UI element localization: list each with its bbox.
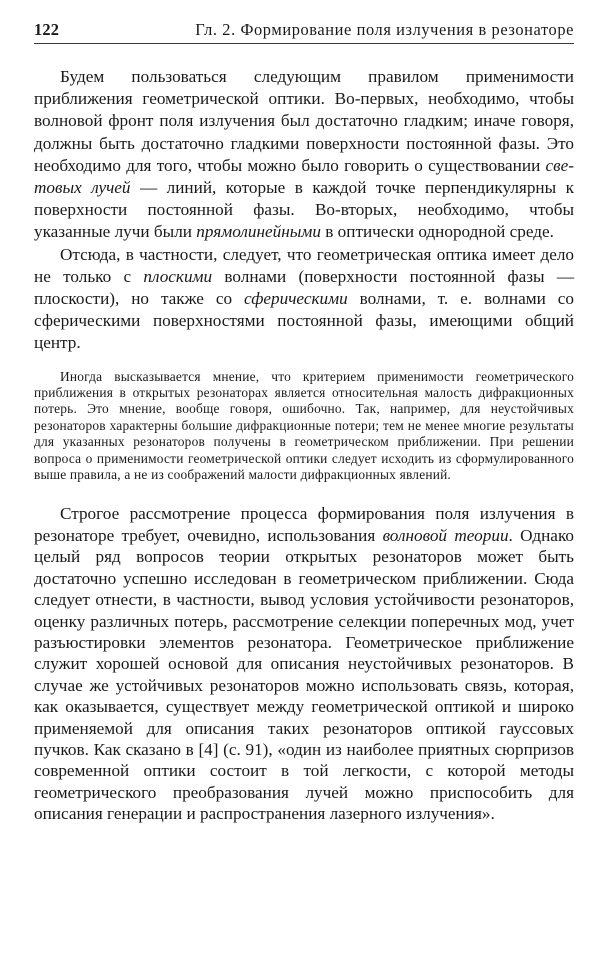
- paragraph-plane-spherical-waves: [34, 244, 574, 355]
- small-print-note: [34, 369, 574, 484]
- page-number: 122: [34, 20, 60, 39]
- italic-term: сферическими: [244, 289, 348, 309]
- running-header: [34, 20, 574, 44]
- paragraph-text: Будем пользоваться следующим правилом применимости приближения геометрической оптики. Во-первых, необходимо, чтобы волновой фронт поля излучения был достаточно гладким; иначе говоря, должны быть достаточно гладкими поверхности постоянной фазы. Это необходимо для того, чтобы можно было говорить о существовании: [34, 67, 574, 175]
- italic-term: плоскими: [143, 266, 213, 286]
- paragraph-text: волнами (поверхности постоянной фазы — плоскости), но также со: [34, 266, 575, 309]
- paragraph-text: Строгое рассмотрение процесса формирования поля излучения в резонаторе требует, очевидно, использования: [34, 504, 574, 545]
- paragraph-geometric-optics-rule: [34, 66, 574, 244]
- paragraph-wave-theory: [34, 503, 574, 824]
- paragraph-text: Отсюда, в частности, следует, что геометрическая оптика имеет дело не только с: [34, 244, 574, 286]
- paragraph-text: . Однако целый ряд вопросов теории открытых резонаторов может быть достаточно успешно исследован в геометрическом приближении. Сюда следует отнести, в частности, вывод условия устойчивости резонаторов, оценку различных потерь, рассмотрение селекции поперечных мод, учет разъюстировки элементов резонатора. Геометрическое приближение служит хорошей основой для описания неустойчивых резонаторов. В случае же устойчивых резонаторов можно использовать связь, которая, как оказывается, существует между геометрической оптикой и широко применяемой для описания таких резонаторов оптикой гауссовых пучков. Как сказано в [4] (с. 91), «один из наиболее приятных сюрпризов современной оптики состоит в той легкости, с которой методы геометрического преобразования лучей можно приспособить для описания генерации и распространения лазерного излучения».: [34, 525, 575, 824]
- italic-term: световых лучей: [34, 155, 574, 198]
- main-text: [34, 66, 574, 355]
- main-text-continued: [34, 503, 574, 824]
- paragraph-text: — линий, которые в каждой точке перпендикулярны к поверхности постоянной фазы. Во-вторых, необходимо, чтобы указанные лучи были: [34, 178, 574, 242]
- italic-term: волновой теории: [382, 525, 509, 545]
- paragraph-text: волнами, т. е. волнами со сферическими поверхностями постоянной фазы, имеющими общий центр.: [34, 289, 574, 353]
- paragraph-text: в оптически однородной среде.: [320, 222, 554, 242]
- running-title: Гл. 2. Формирование поля излучения в резонаторе: [195, 20, 574, 39]
- italic-term: прямолинейными: [196, 222, 321, 242]
- note-paragraph: Иногда высказывается мнение, что критерием применимости геометрического приближения в открытых резонаторах является относительная малость дифракционных потерь. Это мнение, вообще говоря, ошибочно. Так, например, для неустойчивых резонаторов характерны большие дифракционные потери; тем не менее многие результаты для указанных резонаторов получены в геометрическом приближении. При решении вопроса о применимости геометрической оптики следует исходить из сформулированного выше правила, а не из соображений малости дифракционных явлений.: [34, 368, 574, 483]
